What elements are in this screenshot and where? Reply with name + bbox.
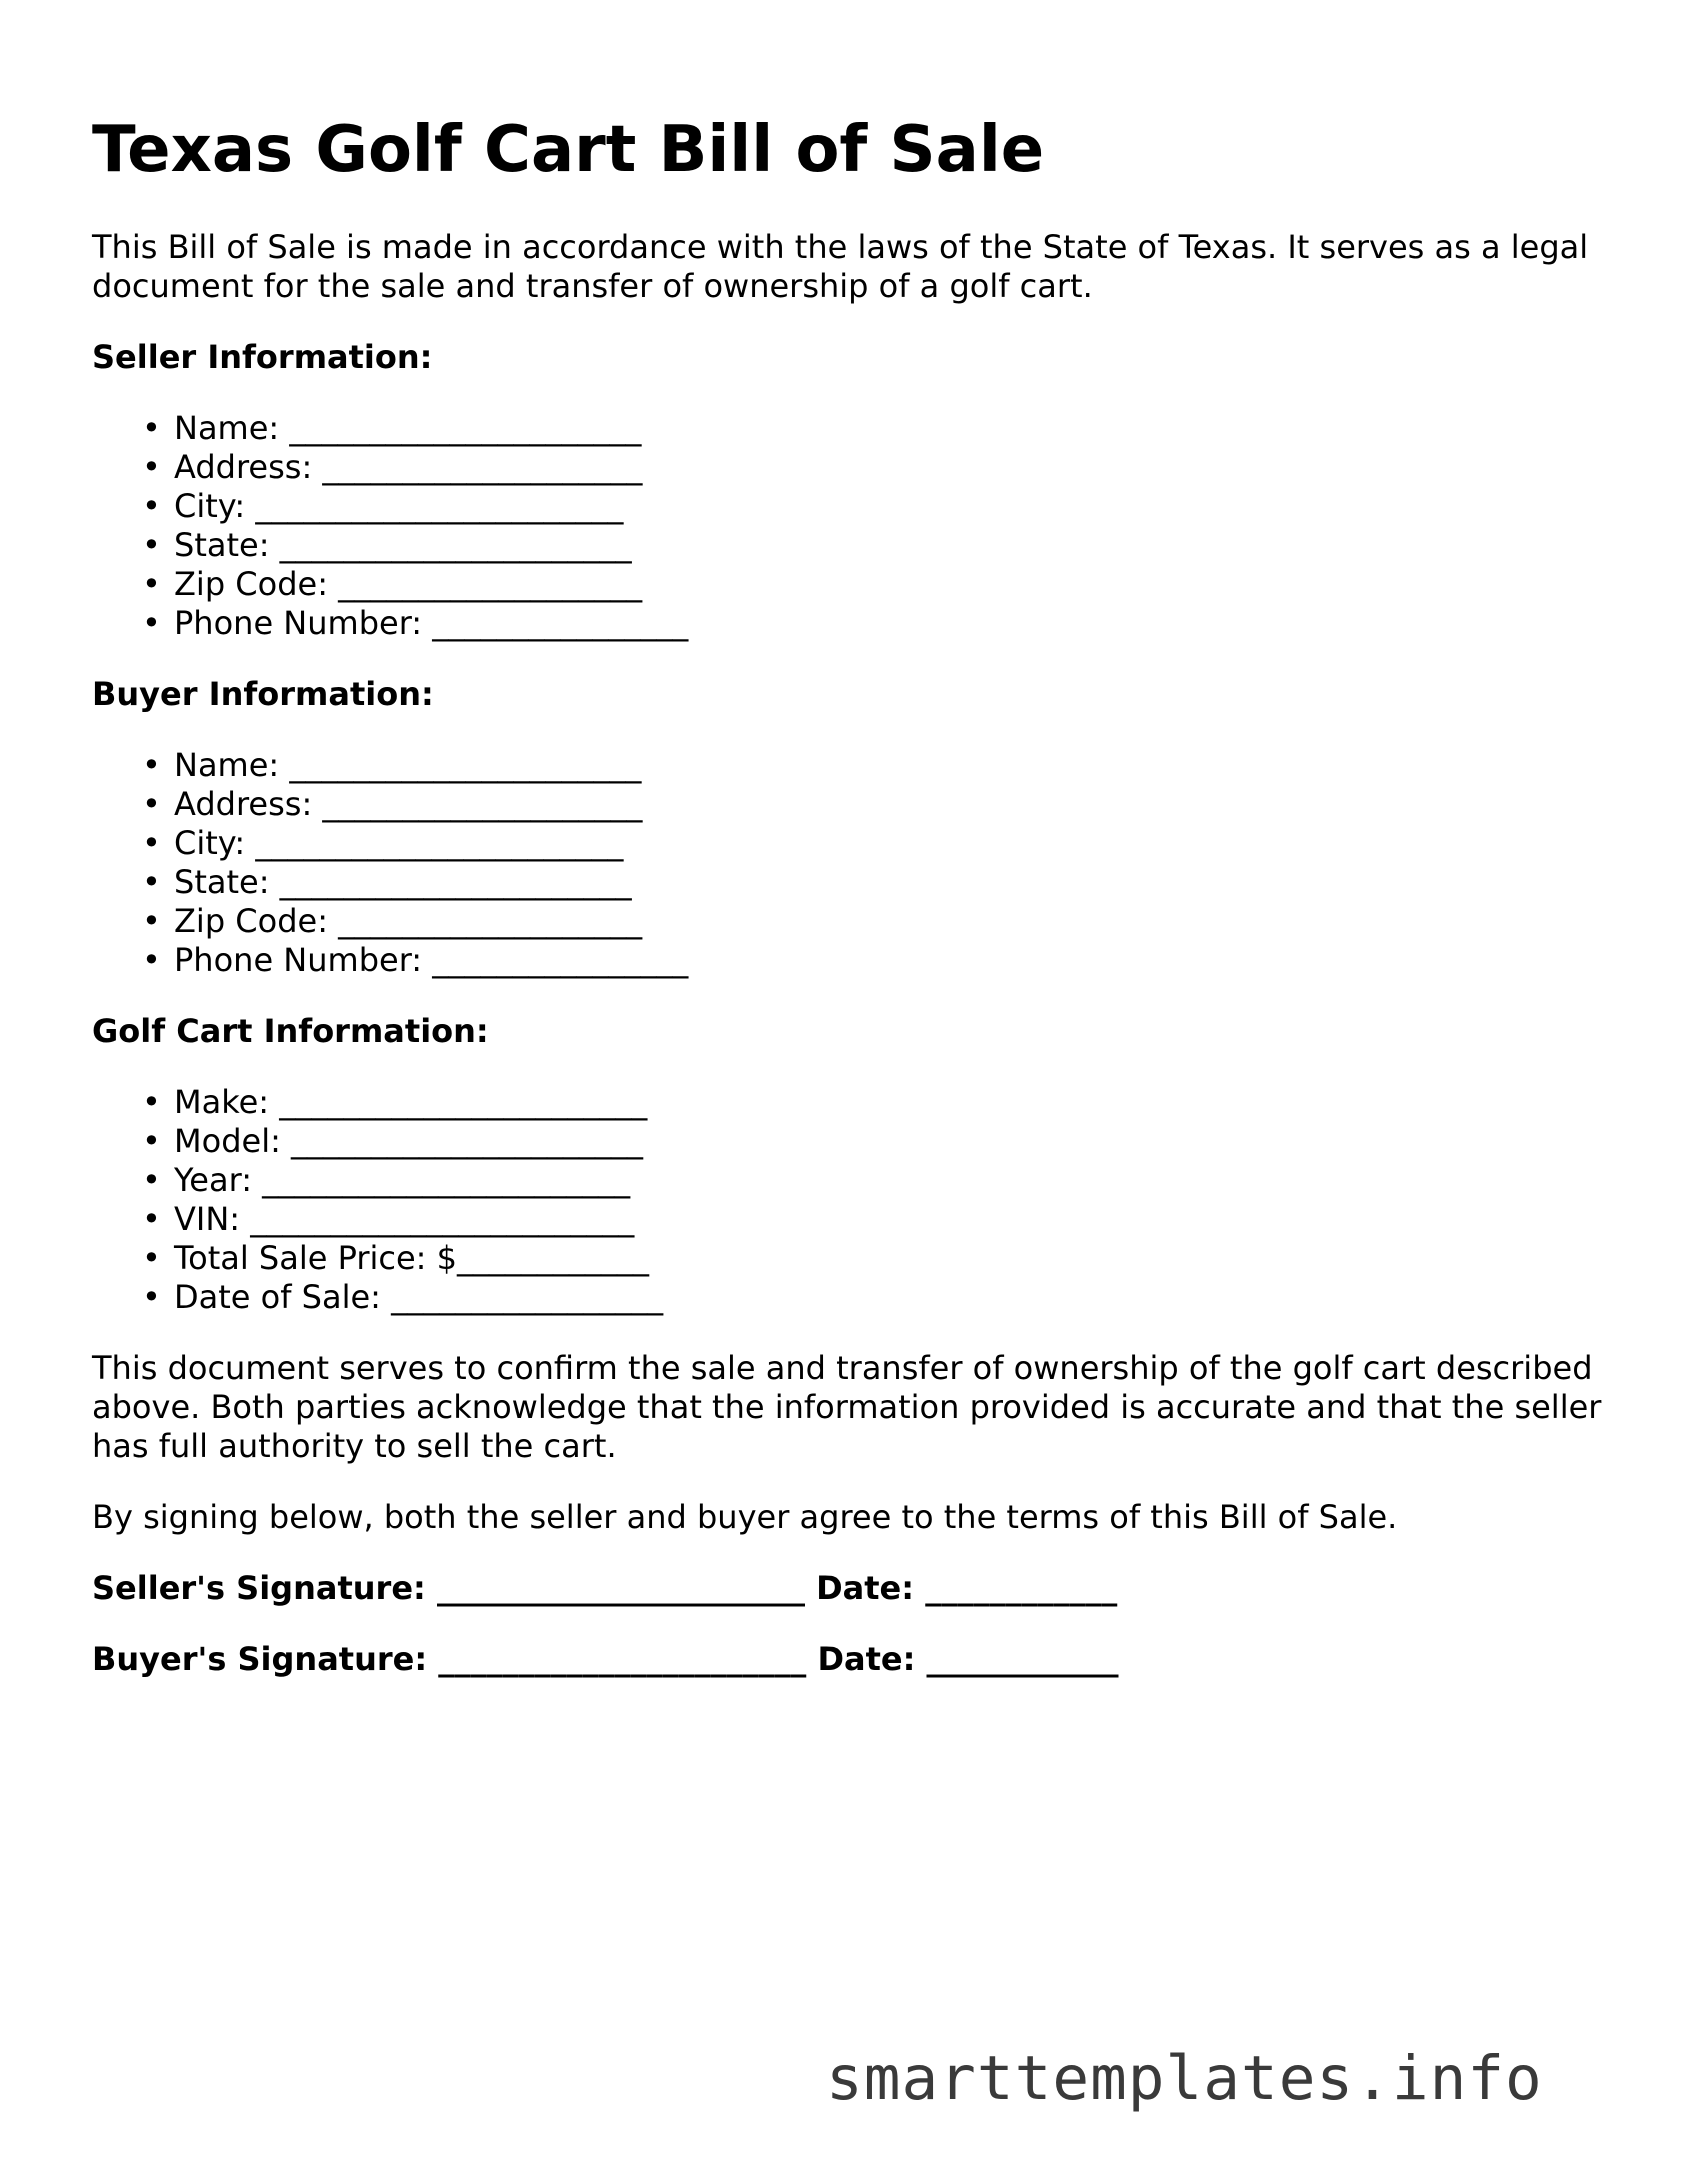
cart-year-field: • Year: _______________________ bbox=[142, 1161, 631, 1199]
bullet-icon: • bbox=[142, 941, 161, 979]
seller-address-field: • Address: ____________________ bbox=[142, 448, 643, 486]
seller-name-field: • Name: ______________________ bbox=[142, 409, 642, 447]
seller-section-heading: Seller Information: bbox=[92, 338, 433, 376]
bullet-icon: • bbox=[142, 746, 161, 784]
golf-cart-field-list bbox=[92, 1083, 1612, 1317]
bullet-icon: • bbox=[142, 785, 161, 823]
buyer-zip-field: • Zip Code: ___________________ bbox=[142, 902, 643, 940]
bullet-icon: • bbox=[142, 604, 161, 642]
buyer-phone-field: • Phone Number: ________________ bbox=[142, 941, 689, 979]
confirmation-paragraph: This document serves to confirm the sale and transfer of ownership of the golf cart described above. Both parties acknowledge that the information provided is accurate and that the seller has full authority to sell the cart. bbox=[92, 1349, 1602, 1465]
bullet-icon: • bbox=[142, 1122, 161, 1160]
bullet-icon: • bbox=[142, 448, 161, 486]
buyer-signature-line: Buyer's Signature: _______________________ Date: ____________ bbox=[92, 1640, 1119, 1678]
bullet-icon: • bbox=[142, 824, 161, 862]
intro-paragraph: This Bill of Sale is made in accordance with the laws of the State of Texas. It serves as a legal document for the sale and transfer of ownership of a golf cart. bbox=[92, 228, 1589, 305]
bullet-icon: • bbox=[142, 1278, 161, 1316]
bullet-icon: • bbox=[142, 1161, 161, 1199]
document-title: Texas Golf Cart Bill of Sale bbox=[92, 113, 1045, 187]
buyer-field-list bbox=[92, 746, 1612, 980]
cart-vin-field: • VIN: ________________________ bbox=[142, 1200, 635, 1238]
cart-make-field: • Make: _______________________ bbox=[142, 1083, 648, 1121]
seller-field-list bbox=[92, 409, 1612, 643]
cart-price-field: • Total Sale Price: $____________ bbox=[142, 1239, 649, 1277]
buyer-city-field: • City: _______________________ bbox=[142, 824, 624, 862]
bullet-icon: • bbox=[142, 565, 161, 603]
bullet-icon: • bbox=[142, 526, 161, 564]
bullet-icon: • bbox=[142, 409, 161, 447]
bullet-icon: • bbox=[142, 902, 161, 940]
buyer-section-heading: Buyer Information: bbox=[92, 675, 434, 713]
seller-city-field: • City: _______________________ bbox=[142, 487, 624, 525]
bullet-icon: • bbox=[142, 487, 161, 525]
buyer-state-field: • State: ______________________ bbox=[142, 863, 632, 901]
seller-phone-field: • Phone Number: ________________ bbox=[142, 604, 689, 642]
bullet-icon: • bbox=[142, 863, 161, 901]
buyer-address-field: • Address: ____________________ bbox=[142, 785, 643, 823]
cart-model-field: • Model: ______________________ bbox=[142, 1122, 644, 1160]
cart-sale-date-field: • Date of Sale: _________________ bbox=[142, 1278, 664, 1316]
buyer-name-field: • Name: ______________________ bbox=[142, 746, 642, 784]
bullet-icon: • bbox=[142, 1083, 161, 1121]
golf-cart-section-heading: Golf Cart Information: bbox=[92, 1012, 489, 1050]
agreement-paragraph: By signing below, both the seller and buyer agree to the terms of this Bill of Sale. bbox=[92, 1498, 1398, 1536]
seller-signature-line: Seller's Signature: _______________________ Date: ____________ bbox=[92, 1569, 1118, 1607]
bullet-icon: • bbox=[142, 1239, 161, 1277]
bullet-icon: • bbox=[142, 1200, 161, 1238]
seller-state-field: • State: ______________________ bbox=[142, 526, 632, 564]
site-watermark: smarttemplates.info bbox=[826, 2043, 1543, 2114]
seller-zip-field: • Zip Code: ___________________ bbox=[142, 565, 643, 603]
document-page bbox=[92, 113, 1612, 1679]
